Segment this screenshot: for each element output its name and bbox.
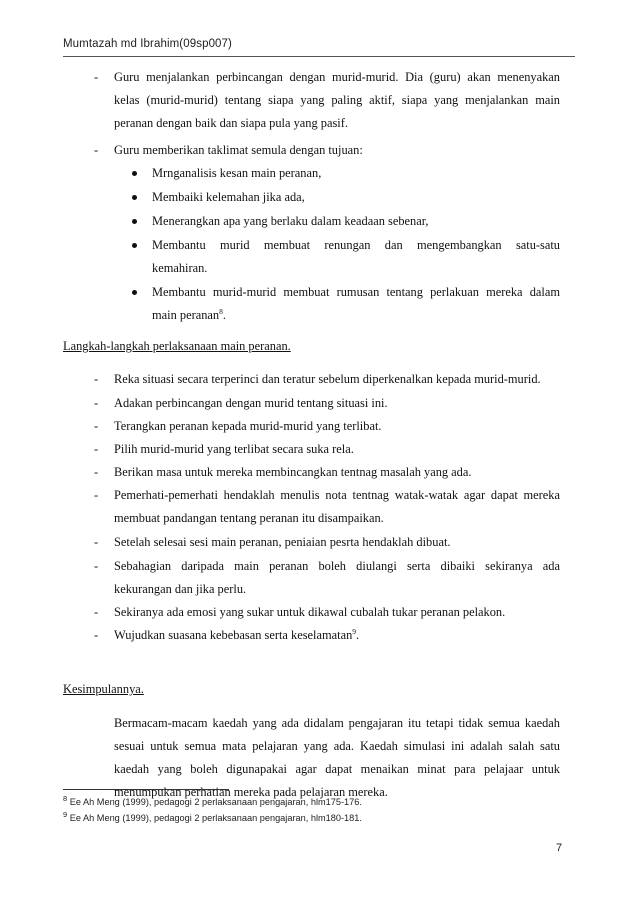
list-dash: - xyxy=(94,628,99,642)
text-line: Setelah selesai sesi main peranan, peniaian pesrta hendaklah dibuat. xyxy=(114,535,451,549)
bullet-dot xyxy=(132,195,137,200)
text-line: Pilih murid-murid yang terlibat secara suka rela. xyxy=(114,442,354,456)
text-line: Adakan perbincangan dengan murid tentang situasi ini. xyxy=(114,396,388,410)
text-line: Berikan masa untuk mereka membincangkan tentnag masalah yang ada. xyxy=(114,465,472,479)
text-line: kaedah yang boleh digunapakai agar dapat menaikan minat para pelajaar untuk xyxy=(114,762,560,776)
list-dash: - xyxy=(94,143,99,157)
bullet-dot xyxy=(132,243,137,248)
bullet-dot xyxy=(132,219,137,224)
footnote-ref: 8 xyxy=(219,306,223,316)
text-line: Menerangkan apa yang berlaku dalam keadaan sebenar, xyxy=(152,214,429,228)
list-dash: - xyxy=(94,559,99,573)
footnote-text: Ee Ah Meng (1999), pedagogi 2 perlaksanaan pengajaran, hlm175-176. xyxy=(69,797,362,807)
text-line: Membantu murid-murid membuat rumusan tentang perlakuan mereka dalam xyxy=(152,285,560,299)
text-line: sesuai untuk semua mata pelajaran yang ada. Kaedah simulasi ini adalah salah satu xyxy=(114,739,560,753)
text-line: Mrnganalisis kesan main peranan, xyxy=(152,166,322,180)
list-dash: - xyxy=(94,372,99,386)
section-heading: Langkah-langkah perlaksanaan main peranan. xyxy=(63,339,291,353)
list-dash: - xyxy=(94,605,99,619)
text-line: Membaiki kelemahan jika ada, xyxy=(152,190,305,204)
text-line: Reka situasi secara terperinci dan teratur sebelum diperkenalkan kepada murid-murid. xyxy=(114,372,541,386)
footnote-text: Ee Ah Meng (1999), pedagogi 2 perlaksanaan pengajaran, hlm180-181. xyxy=(69,813,362,823)
list-dash: - xyxy=(94,419,99,433)
bullet-dot xyxy=(132,171,137,176)
list-dash: - xyxy=(94,465,99,479)
footnote xyxy=(63,793,362,807)
list-dash: - xyxy=(94,70,99,84)
footnote-ref: 9 xyxy=(352,626,357,636)
text-line: Membantu murid membuat renungan dan mengembangkan satu-satu xyxy=(152,238,560,252)
text-line: Guru memberikan taklimat semula dengan tujuan: xyxy=(114,143,363,157)
conclusion-paragraph xyxy=(114,712,560,804)
footnote-number: 9 xyxy=(63,809,68,819)
list-item xyxy=(94,139,560,162)
page-header-author: Mumtazah md Ibrahim(09sp007) xyxy=(63,38,232,50)
text-line: Bermacam-macam kaedah yang ada didalam pengajaran itu tetapi tidak semua kaedah xyxy=(114,716,560,730)
footnote-separator xyxy=(63,789,229,790)
list-dash: - xyxy=(94,535,99,549)
page-number: 7 xyxy=(556,842,563,854)
text-line: kelas (murid-murid) tentang siapa yang paling aktif, siapa yang menjalankan main xyxy=(114,93,560,107)
text-line: membuat pandangan tentang peranan itu disampaikan. xyxy=(114,511,384,525)
text-punct: . xyxy=(356,628,360,642)
text-line: Terangkan peranan kepada murid-murid yang terlibat. xyxy=(114,419,382,433)
header-rule xyxy=(63,56,575,57)
text-line: Sekiranya ada emosi yang sukar untuk dikawal cubalah tukar peranan pelakon. xyxy=(114,605,506,619)
bullet-dot xyxy=(132,290,137,295)
text-line: menumpukan perhatian mereka pada pelajaran mereka. xyxy=(114,785,388,799)
text-line: Guru menjalankan perbincangan dengan murid-murid. Dia (guru) akan menenyakan xyxy=(114,70,560,84)
footnote xyxy=(63,809,362,823)
text-line: Wujudkan suasana kebebasan serta keselamatan xyxy=(114,628,353,642)
text-line: kekurangan dan jika perlu. xyxy=(114,582,247,596)
footnote-number: 8 xyxy=(63,793,68,803)
list-item xyxy=(94,66,560,135)
text-line: kemahiran. xyxy=(152,261,208,275)
section-heading: Kesimpulannya. xyxy=(63,682,144,696)
list-dash: - xyxy=(94,396,99,410)
text-punct: . xyxy=(222,308,226,322)
text-line: Sebahagian daripada main peranan boleh diulangi serta dibaiki sekiranya ada xyxy=(114,559,560,573)
text-line: peranan dengan baik dan siapa pula yang pasif. xyxy=(114,116,348,130)
text-line: main peranan xyxy=(152,308,220,322)
list-dash: - xyxy=(94,488,99,502)
list-dash: - xyxy=(94,442,99,456)
list-item-text xyxy=(114,66,560,135)
list-item-text xyxy=(114,139,560,162)
text-line: Pemerhati-pemerhati hendaklah menulis nota tentnag watak-watak agar dapat mereka xyxy=(114,488,560,502)
